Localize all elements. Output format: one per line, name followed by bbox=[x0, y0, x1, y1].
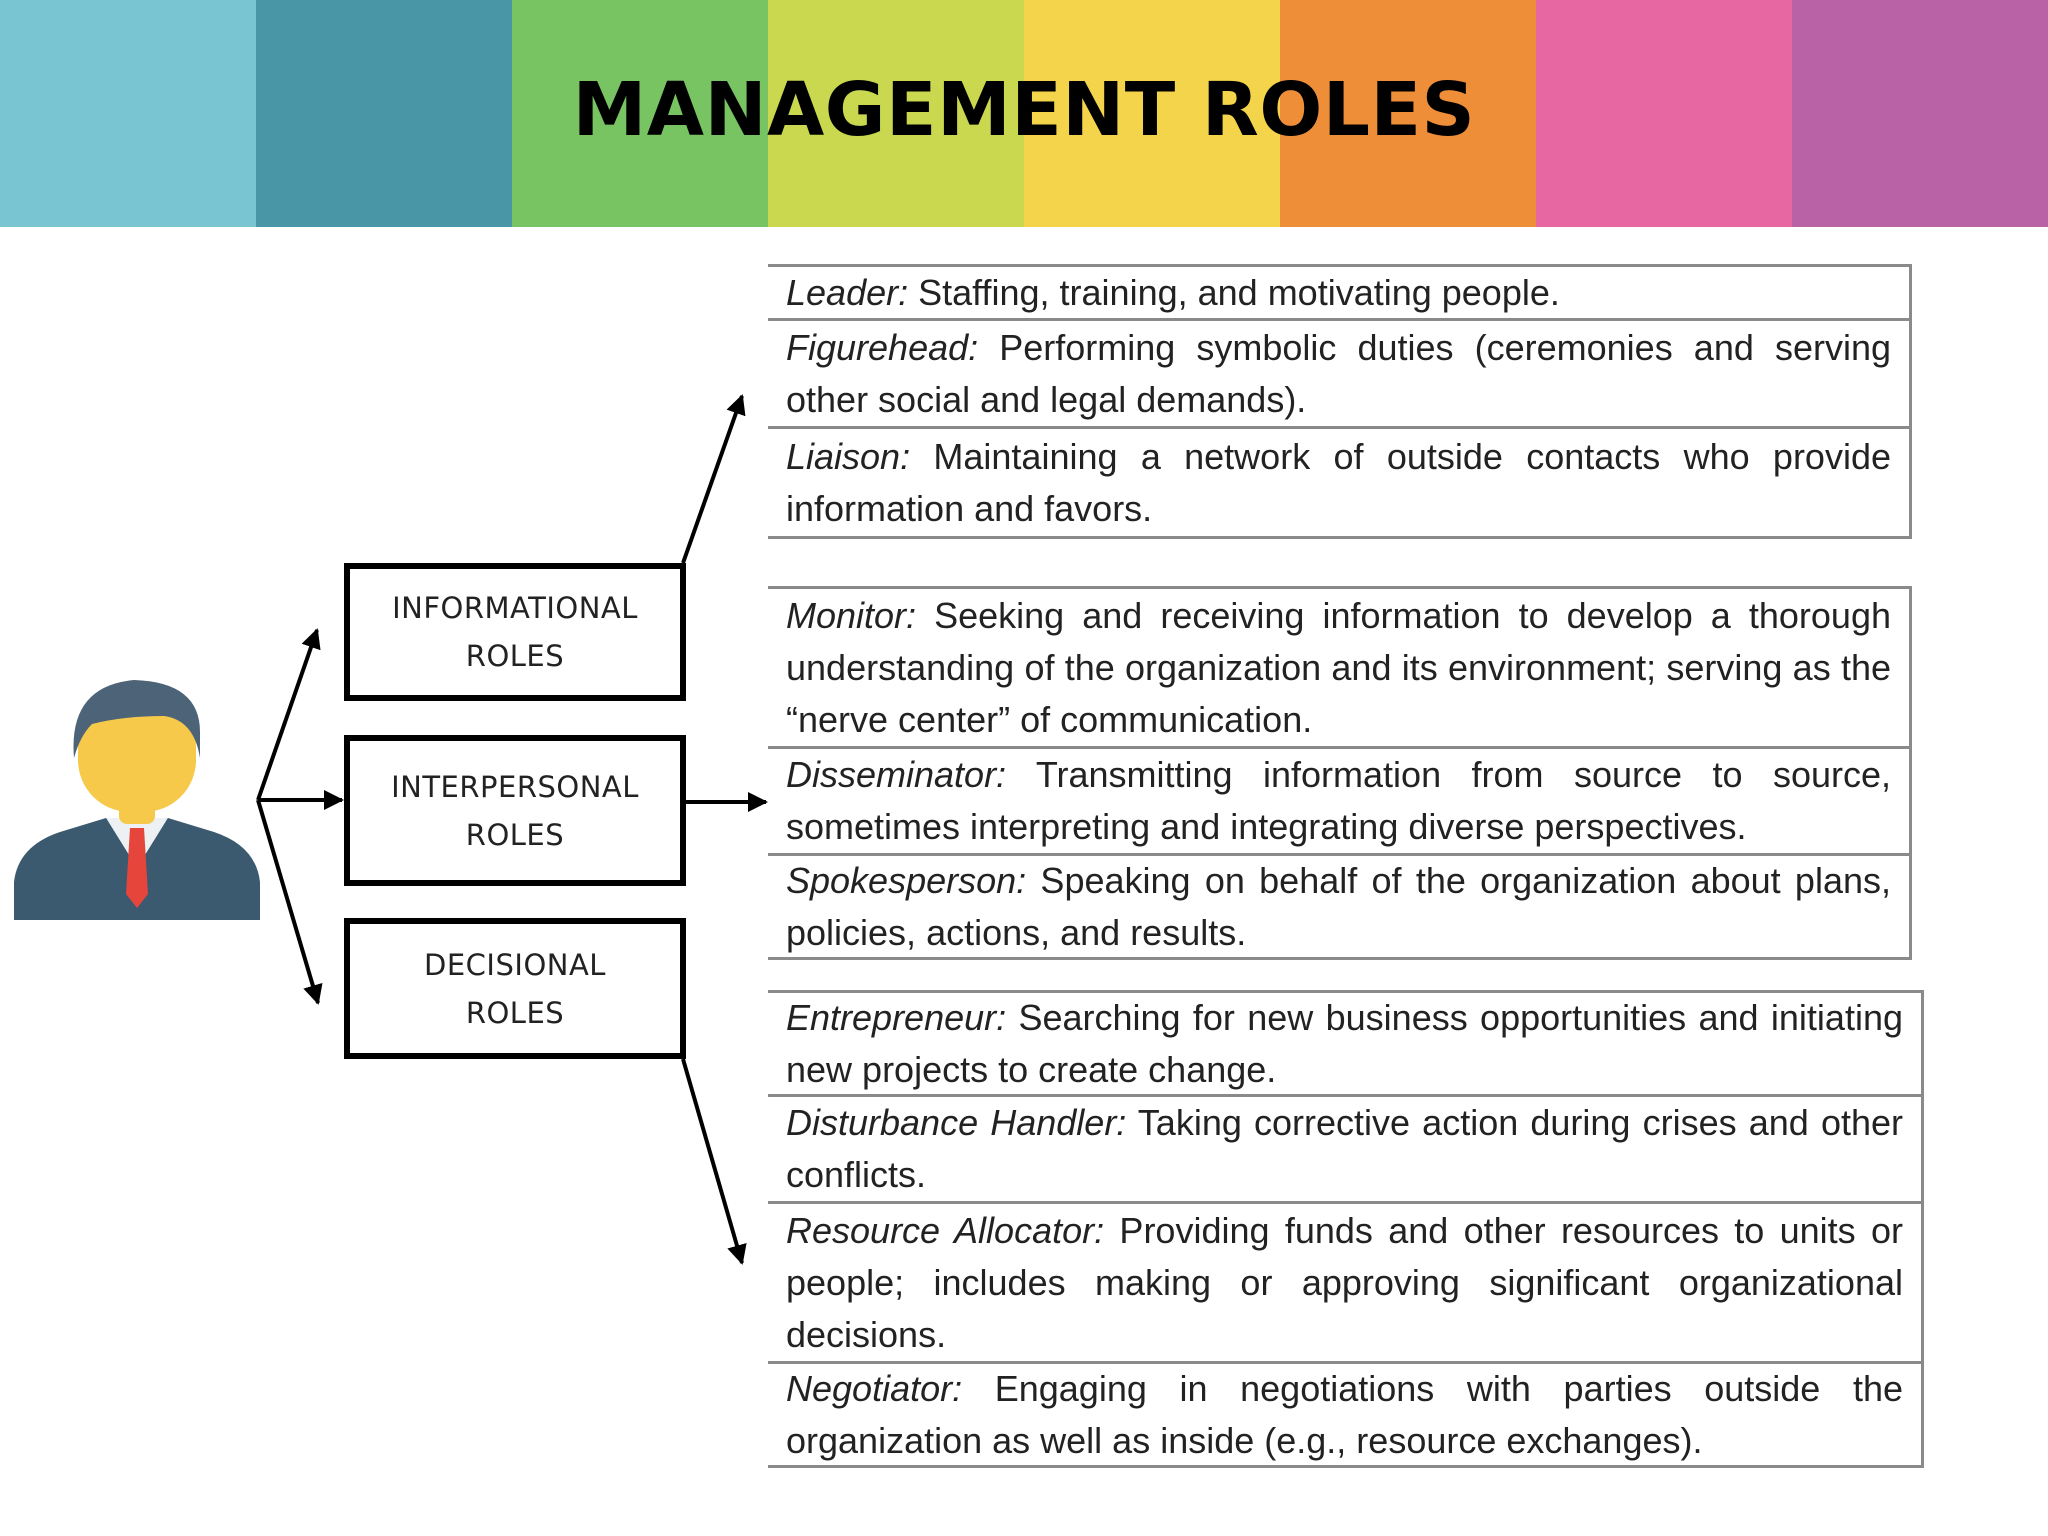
arrow-to-informational-table bbox=[683, 396, 742, 563]
table-row bbox=[768, 749, 1909, 856]
interpersonal-roles-box bbox=[344, 735, 686, 886]
role-description: Taking corrective action during crises and other conflicts. bbox=[786, 1102, 1903, 1195]
role-description: Performing symbolic duties (ceremonies and serving other social and legal demands). bbox=[786, 326, 1891, 420]
arrow-to-decisional-table bbox=[683, 1059, 742, 1263]
informational-roles-table bbox=[768, 586, 1912, 960]
role-term: Resource Allocator: bbox=[786, 1209, 1105, 1251]
role-term: Liaison: bbox=[786, 435, 911, 477]
role-term: Disturbance Handler: bbox=[786, 1102, 1127, 1143]
table-row bbox=[768, 267, 1909, 321]
table-row bbox=[768, 1097, 1921, 1204]
role-description: Staffing, training, and motivating people. bbox=[908, 271, 1560, 313]
table-row bbox=[768, 993, 1921, 1097]
role-term: Disseminator: bbox=[786, 754, 1007, 795]
tie-shape bbox=[126, 828, 148, 908]
role-label: DECISIONAL ROLES bbox=[424, 947, 606, 1030]
table-row bbox=[768, 1364, 1921, 1465]
arrow-to-decisional bbox=[258, 800, 318, 1003]
table-row bbox=[768, 429, 1909, 536]
table-row bbox=[768, 856, 1909, 957]
role-term: Negotiator: bbox=[786, 1367, 963, 1409]
role-description: Transmitting information from source to source, sometimes interpreting and integrating diverse perspectives. bbox=[786, 754, 1891, 847]
role-description: Engaging in negotiations with parties outside the organization as well as inside (e.g., resource exchanges). bbox=[786, 1367, 1903, 1461]
role-description: Seeking and receiving information to develop a thorough understanding of the organization and its environment; serving as the “nerve center” of communication. bbox=[786, 594, 1891, 740]
role-label: INTERPERSONAL ROLES bbox=[391, 769, 639, 852]
role-term: Monitor: bbox=[786, 594, 917, 636]
table-row bbox=[768, 321, 1909, 429]
role-label: INFORMATIONAL ROLES bbox=[392, 591, 638, 673]
table-row bbox=[768, 589, 1909, 749]
decisional-roles-box bbox=[344, 918, 686, 1059]
role-description: Speaking on behalf of the organization about plans, policies, actions, and results. bbox=[786, 859, 1891, 953]
role-term: Entrepreneur: bbox=[786, 996, 1007, 1038]
role-description: Maintaining a network of outside contacts who provide information and favors. bbox=[786, 435, 1891, 529]
arrow-to-informational bbox=[258, 630, 317, 800]
role-description: Providing funds and other resources to units or people; includes making or approving significant organizational decisions. bbox=[786, 1209, 1904, 1355]
interpersonal-roles-table bbox=[768, 264, 1912, 539]
role-term: Figurehead: bbox=[786, 326, 979, 368]
page-title: MANAGEMENT ROLES bbox=[572, 66, 1476, 153]
role-term: Spokesperson: bbox=[786, 859, 1027, 901]
informational-roles-box bbox=[344, 563, 686, 701]
role-term: Leader: bbox=[786, 271, 909, 313]
role-description: Searching for new business opportunities and initiating new projects to create change. bbox=[786, 996, 1903, 1090]
manager-person-icon bbox=[14, 672, 260, 920]
table-row bbox=[768, 1204, 1921, 1364]
decisional-roles-table bbox=[768, 990, 1924, 1468]
